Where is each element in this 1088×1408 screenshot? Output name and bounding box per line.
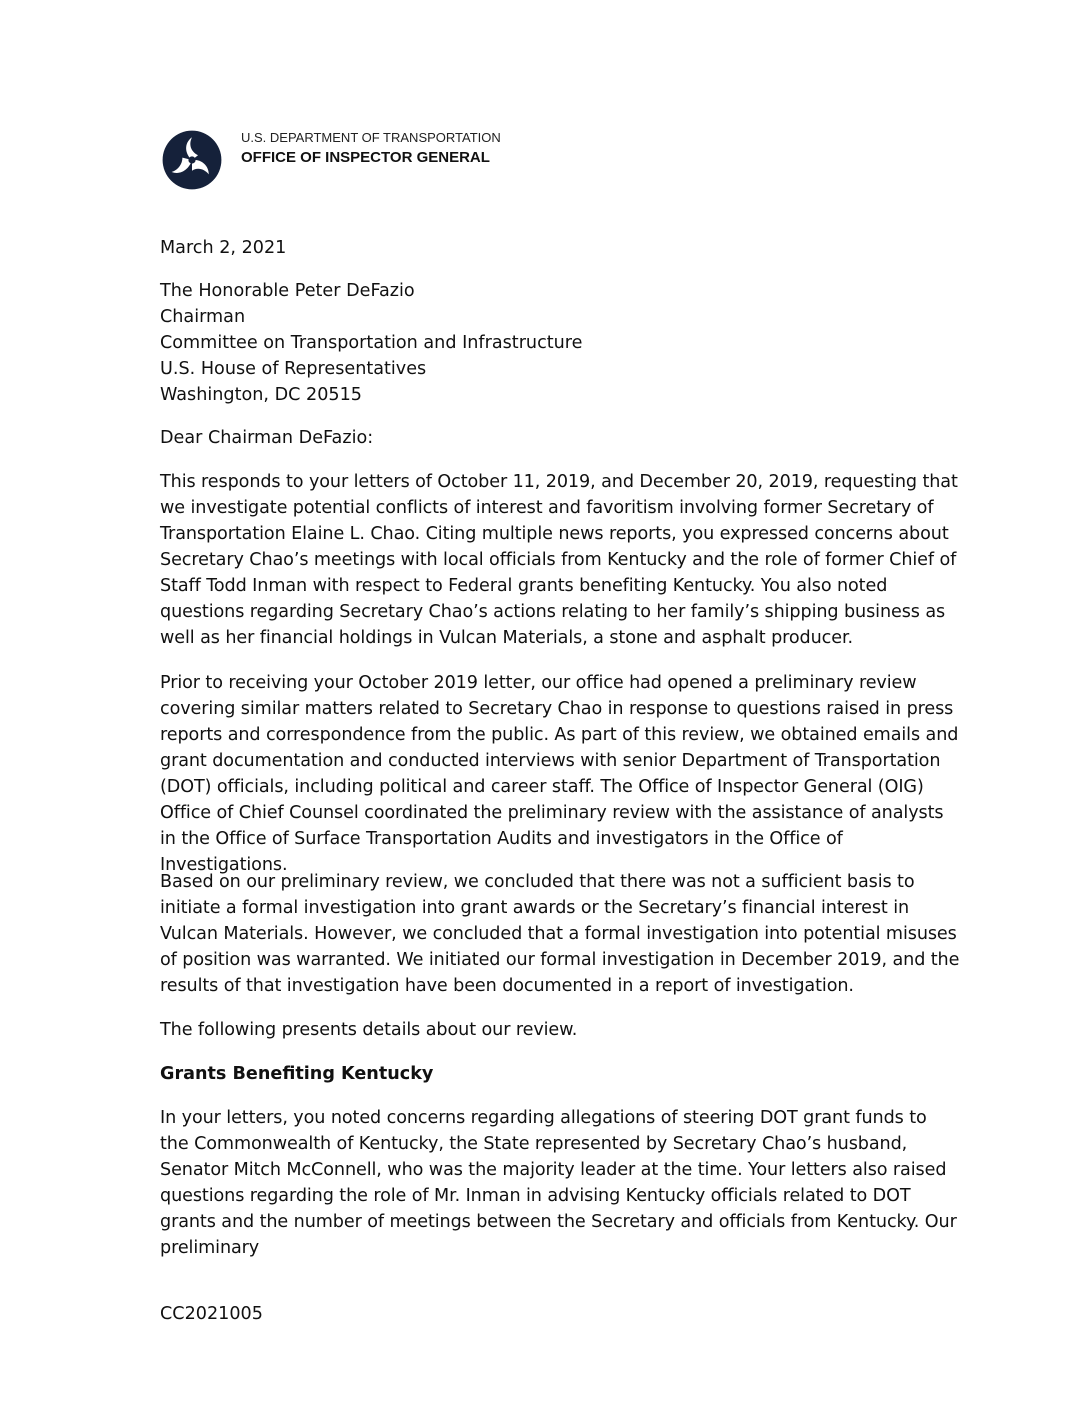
document-code: CC2021005 bbox=[160, 1304, 263, 1324]
section-paragraph: In your letters, you noted concerns regarding allegations of steering DOT grant funds to the Commonwealth of Kentucky, the State represented by Secretary Chao’s husband, Senator Mitch McConnell, who was the majority leader at the time. Your letters also raised questions regarding the role of Mr. Inman in advising Kentucky officials related to DOT grants and the number of meetings between the Secretary and officials from Kentucky. Our preliminary bbox=[160, 1108, 957, 1258]
letterhead bbox=[162, 128, 722, 192]
body-paragraph: Based on our preliminary review, we concluded that there was not a sufficient basis to initiate a formal investigation into grant awards or the Secretary’s financial interest in Vulcan Materials. However, we concluded that a formal investigation into potential misuses of position was warranted. We initiated our formal investigation in December 2019, and the results of that investigation have been documented in a report of investigation. bbox=[160, 872, 960, 996]
body-paragraph: The following presents details about our review. bbox=[160, 1020, 578, 1040]
address-line: Chairman bbox=[160, 307, 246, 327]
dot-triskelion-logo-icon bbox=[162, 130, 222, 190]
office-name: OFFICE OF INSPECTOR GENERAL bbox=[241, 149, 490, 166]
address-line: U.S. House of Representatives bbox=[160, 359, 427, 379]
letter-date: March 2, 2021 bbox=[160, 238, 287, 258]
salutation: Dear Chairman DeFazio: bbox=[160, 428, 374, 448]
recipient-address bbox=[160, 278, 960, 408]
address-line: Washington, DC 20515 bbox=[160, 385, 362, 405]
address-line: Committee on Transportation and Infrastructure bbox=[160, 333, 583, 353]
address-line: The Honorable Peter DeFazio bbox=[160, 281, 415, 301]
body-paragraph: Prior to receiving your October 2019 letter, our office had opened a preliminary review covering similar matters related to Secretary Chao in response to questions raised in press reports and correspondence from the public. As part of this review, we obtained emails and grant documentation and conducted interviews with senior Department of Transportation (DOT) officials, including political and career staff. The Office of Inspector General (OIG) Office of Chief Counsel coordinated the preliminary review with the assistance of analysts in the Office of Surface Transportation Audits and investigators in the Office of Investigations. bbox=[160, 673, 959, 875]
agency-name: U.S. DEPARTMENT OF TRANSPORTATION bbox=[241, 130, 501, 145]
body-paragraph: This responds to your letters of October 11, 2019, and December 20, 2019, requesting that we investigate potential conflicts of interest and favoritism involving former Secretary of Transportation Elaine L. Chao. Citing multiple news reports, you expressed concerns about Secretary Chao’s meetings with local officials from Kentucky and the role of former Chief of Staff Todd Inman with respect to Federal grants benefiting Kentucky. You also noted questions regarding Secretary Chao’s actions relating to her family’s shipping business as well as her financial holdings in Vulcan Materials, a stone and asphalt producer. bbox=[160, 472, 958, 648]
section-heading: Grants Benefiting Kentucky bbox=[160, 1064, 434, 1084]
